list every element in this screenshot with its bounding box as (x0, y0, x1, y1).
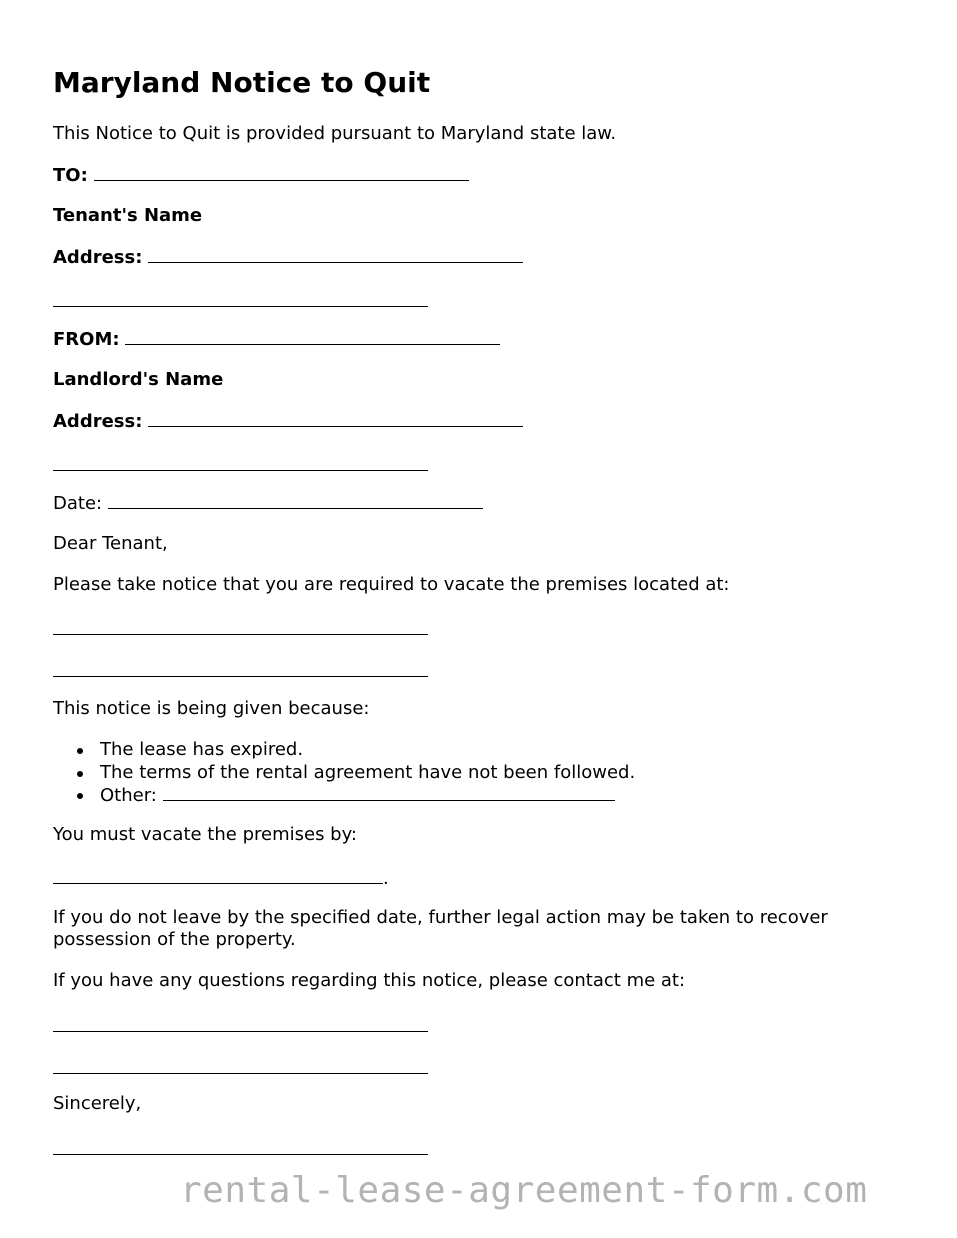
reason-text: The terms of the rental agreement have not been followed. (100, 761, 636, 783)
tenant-address-line-1[interactable] (148, 246, 523, 263)
reason-item (53, 784, 635, 808)
reason-text: The lease has expired. (100, 739, 304, 760)
premises-line-1[interactable] (53, 634, 428, 635)
watermark: rental-lease-agreement-form.com (180, 1170, 868, 1211)
from-row (53, 328, 500, 351)
landlord-address-line-1[interactable] (148, 410, 523, 427)
tenant-address-label: Address: (53, 247, 143, 268)
tenant-address-row (53, 246, 523, 269)
contact-line-1[interactable] (53, 1031, 428, 1032)
reason-item (53, 762, 635, 785)
legal-text: If you do not leave by the specified date, further legal action may be taken to recover possession of the property. (53, 907, 828, 950)
premises-line-2[interactable] (53, 676, 428, 677)
vacate-period: . (383, 868, 389, 889)
from-blank-line[interactable] (125, 328, 500, 345)
landlord-name-label: Landlord's Name (53, 369, 224, 390)
reason-other-line[interactable] (163, 784, 615, 801)
vacate-date-line[interactable] (53, 867, 383, 884)
from-label: FROM: (53, 329, 120, 350)
premises-text: Please take notice that you are required to vacate the premises located at: (53, 574, 730, 595)
bullet-icon (77, 793, 83, 799)
vacate-text: You must vacate the premises by: (53, 824, 357, 845)
date-blank-line[interactable] (108, 492, 483, 509)
to-label: TO: (53, 165, 88, 186)
contact-line-2[interactable] (53, 1073, 428, 1074)
to-blank-line[interactable] (94, 164, 469, 181)
salutation: Dear Tenant, (53, 533, 168, 554)
reason-other-label: Other: (100, 785, 157, 806)
date-label: Date: (53, 493, 103, 514)
page-title: Maryland Notice to Quit (53, 66, 431, 99)
bullet-icon (77, 771, 83, 777)
tenant-name-label: Tenant's Name (53, 205, 203, 226)
reason-intro: This notice is being given because: (53, 698, 370, 719)
tenant-address-line-2[interactable] (53, 306, 428, 307)
to-row (53, 164, 469, 187)
landlord-address-row (53, 410, 523, 433)
date-row (53, 492, 483, 515)
bullet-icon (77, 748, 83, 754)
signature-line[interactable] (53, 1154, 428, 1155)
reasons-list (53, 739, 635, 808)
closing: Sincerely, (53, 1093, 142, 1114)
intro-text: This Notice to Quit is provided pursuant to Maryland state law. (53, 123, 617, 144)
reason-item (53, 739, 635, 762)
landlord-address-label: Address: (53, 411, 143, 432)
contact-text: If you have any questions regarding this notice, please contact me at: (53, 970, 686, 991)
vacate-date-row (53, 867, 389, 890)
landlord-address-line-2[interactable] (53, 470, 428, 471)
